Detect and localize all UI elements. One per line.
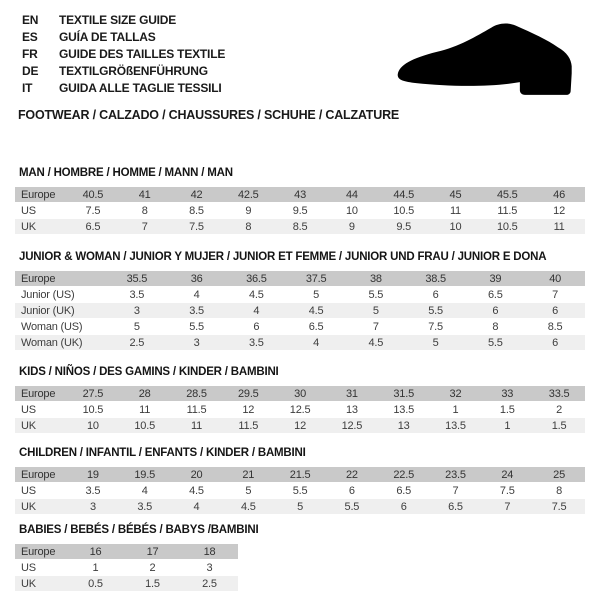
size-value: 5.5 [406,303,466,319]
size-value: 8 [466,319,526,335]
size-value: 42.5 [222,187,274,203]
size-row [15,187,585,203]
size-value: 13 [378,418,430,434]
size-row [15,418,585,434]
size-value: 5 [406,335,466,351]
size-value: 1.5 [533,418,585,434]
size-value: 44 [326,187,378,203]
size-value: 2.5 [181,576,238,592]
section-man [15,166,585,235]
size-value: 22 [326,467,378,483]
section-title-man: MAN / HOMBRE / HOMME / MANN / MAN [19,167,233,179]
size-value: 24 [481,467,533,483]
section-title-kids: KIDS / NIÑOS / DES GAMINS / KINDER / BAMBINI [19,366,279,378]
size-value: 3.5 [227,335,287,351]
size-value: 6 [326,483,378,499]
size-value: 10 [67,418,119,434]
size-value: 7.5 [171,219,223,235]
size-value: 18 [181,544,238,560]
size-value: 32 [430,386,482,402]
language-row-en [22,12,225,29]
size-value: 29.5 [222,386,274,402]
category-heading: FOOTWEAR / CALZADO / CHAUSSURES / SCHUHE / CALZATURE [18,108,400,122]
size-row [15,335,585,351]
size-value: 4 [119,483,171,499]
size-value: 16 [67,544,124,560]
size-value: 3 [107,303,167,319]
size-value: 11 [430,203,482,219]
size-value: 8.5 [274,219,326,235]
row-label: UK [15,499,67,515]
size-value: 28 [119,386,171,402]
size-row [15,271,585,287]
language-row-it [22,80,225,97]
size-value: 13 [326,402,378,418]
section-babies [15,523,258,592]
language-list [22,12,225,97]
size-value: 37.5 [286,271,346,287]
size-value: 13.5 [430,418,482,434]
size-value: 11 [533,219,585,235]
size-value: 1.5 [481,402,533,418]
row-label: Junior (UK) [15,303,107,319]
size-value: 10.5 [378,203,430,219]
size-value: 6.5 [286,319,346,335]
size-value: 8.5 [171,203,223,219]
row-label: UK [15,576,67,592]
size-value: 17 [124,544,181,560]
language-label: GUIDA ALLE TAGLIE TESSILI [59,81,222,95]
size-value: 33 [481,386,533,402]
section-title-babies: BABIES / BEBÉS / BÉBÉS / BABYS /BAMBINI [19,524,259,536]
size-value: 3.5 [67,483,119,499]
size-value: 3 [181,560,238,576]
size-value: 11.5 [171,402,223,418]
size-value: 5 [274,499,326,515]
size-value: 41 [119,187,171,203]
size-value: 12.5 [274,402,326,418]
size-row [15,219,585,235]
size-value: 4 [171,499,223,515]
size-value: 4.5 [222,499,274,515]
size-value: 1.5 [124,576,181,592]
size-value: 12 [533,203,585,219]
row-label: UK [15,219,67,235]
size-value: 8 [533,483,585,499]
size-value: 43 [274,187,326,203]
size-value: 44.5 [378,187,430,203]
size-value: 6.5 [67,219,119,235]
size-value: 21.5 [274,467,326,483]
size-value: 5 [222,483,274,499]
size-value: 7.5 [406,319,466,335]
size-value: 3.5 [167,303,227,319]
size-value: 30 [274,386,326,402]
size-value: 1 [481,418,533,434]
size-value: 42 [171,187,223,203]
row-label: Junior (US) [15,287,107,303]
size-value: 19 [67,467,119,483]
size-row [15,576,238,592]
size-value: 10 [430,219,482,235]
size-value: 7 [346,319,406,335]
size-value: 40 [525,271,585,287]
size-value: 3.5 [107,287,167,303]
size-value: 22.5 [378,467,430,483]
size-value: 46 [533,187,585,203]
size-value: 4.5 [346,335,406,351]
size-row [15,499,585,515]
size-value: 3 [67,499,119,515]
size-value: 5.5 [326,499,378,515]
size-value: 5.5 [167,319,227,335]
size-value: 4 [227,303,287,319]
size-value: 13.5 [378,402,430,418]
size-value: 19.5 [119,467,171,483]
size-row [15,203,585,219]
section-title-junior-woman: JUNIOR & WOMAN / JUNIOR Y MUJER / JUNIOR ET FEMME / JUNIOR UND FRAU / JUNIOR E DONA [19,251,547,263]
size-value: 8 [119,203,171,219]
size-value: 9.5 [378,219,430,235]
size-value: 4.5 [171,483,223,499]
size-value: 12.5 [326,418,378,434]
size-value: 7 [119,219,171,235]
row-label: US [15,402,67,418]
size-value: 8 [222,219,274,235]
size-value: 7.5 [67,203,119,219]
size-value: 11.5 [222,418,274,434]
size-value: 2.5 [107,335,167,351]
size-row [15,467,585,483]
size-value: 4.5 [227,287,287,303]
size-value: 11.5 [481,203,533,219]
size-value: 45 [430,187,482,203]
size-value: 36 [167,271,227,287]
size-value: 1 [430,402,482,418]
dress-shoe-icon [393,20,579,98]
size-value: 45.5 [481,187,533,203]
size-table-babies [15,544,238,592]
size-value: 5.5 [346,287,406,303]
size-value: 10.5 [119,418,171,434]
size-value: 23.5 [430,467,482,483]
size-row [15,386,585,402]
language-code: EN [22,13,39,27]
size-value: 6 [378,499,430,515]
row-label: Europe [15,544,67,560]
size-value: 2 [533,402,585,418]
language-label: GUÍA DE TALLAS [59,30,156,44]
language-code: ES [22,30,38,44]
size-row [15,483,585,499]
size-value: 39 [466,271,526,287]
size-value: 9 [326,219,378,235]
size-value: 38.5 [406,271,466,287]
size-value: 2 [124,560,181,576]
size-value: 4 [167,287,227,303]
size-value: 5 [107,319,167,335]
row-label: Europe [15,386,67,402]
row-label: Europe [15,271,107,287]
size-value: 31.5 [378,386,430,402]
size-value: 6.5 [378,483,430,499]
section-title-children: CHILDREN / INFANTIL / ENFANTS / KINDER / BAMBINI [19,447,306,459]
size-row [15,402,585,418]
language-label: TEXTILGRÖßENFÜHRUNG [59,64,208,78]
row-label: US [15,483,67,499]
row-label: Europe [15,467,67,483]
size-value: 21 [222,467,274,483]
size-value: 6.5 [466,287,526,303]
size-value: 3 [167,335,227,351]
size-value: 25 [533,467,585,483]
size-value: 8.5 [525,319,585,335]
size-value: 4.5 [286,303,346,319]
language-label: TEXTILE SIZE GUIDE [59,13,177,27]
size-value: 6.5 [430,499,482,515]
size-row [15,544,238,560]
size-value: 33.5 [533,386,585,402]
size-value: 11 [171,418,223,434]
size-table-man [15,187,585,235]
size-value: 40.5 [67,187,119,203]
size-value: 1 [67,560,124,576]
row-label: Woman (UK) [15,335,107,351]
size-value: 28.5 [171,386,223,402]
row-label: Woman (US) [15,319,107,335]
size-value: 6 [227,319,287,335]
size-value: 11 [119,402,171,418]
row-label: Europe [15,187,67,203]
size-value: 3.5 [119,499,171,515]
language-code: DE [22,64,39,78]
size-value: 7 [481,499,533,515]
language-label: GUIDE DES TAILLES TEXTILE [59,47,226,61]
size-value: 7 [430,483,482,499]
size-value: 10.5 [481,219,533,235]
size-value: 5 [286,287,346,303]
size-value: 5.5 [274,483,326,499]
size-value: 6 [525,335,585,351]
size-row [15,303,585,319]
row-label: UK [15,418,67,434]
size-value: 5.5 [466,335,526,351]
size-value: 4 [286,335,346,351]
size-value: 6 [406,287,466,303]
size-table-junior-woman [15,271,585,351]
size-value: 6 [466,303,526,319]
size-value: 5 [346,303,406,319]
section-junior-woman [15,250,585,351]
size-row [15,560,238,576]
language-row-fr [22,46,225,63]
size-value: 12 [274,418,326,434]
language-code: FR [22,47,38,61]
size-value: 9.5 [274,203,326,219]
size-value: 20 [171,467,223,483]
size-value: 12 [222,402,274,418]
size-value: 27.5 [67,386,119,402]
size-table-children [15,467,585,515]
size-value: 35.5 [107,271,167,287]
section-children [15,446,585,515]
size-value: 7.5 [481,483,533,499]
row-label: US [15,560,67,576]
section-kids [15,365,585,434]
size-value: 7 [525,287,585,303]
size-value: 10.5 [67,402,119,418]
language-row-es [22,29,225,46]
language-row-de [22,63,225,80]
size-value: 31 [326,386,378,402]
language-code: IT [22,81,33,95]
size-value: 10 [326,203,378,219]
size-value: 38 [346,271,406,287]
size-value: 9 [222,203,274,219]
size-value: 6 [525,303,585,319]
size-value: 7.5 [533,499,585,515]
size-row [15,319,585,335]
size-value: 0.5 [67,576,124,592]
size-value: 36.5 [227,271,287,287]
size-row [15,287,585,303]
row-label: US [15,203,67,219]
size-table-kids [15,386,585,434]
